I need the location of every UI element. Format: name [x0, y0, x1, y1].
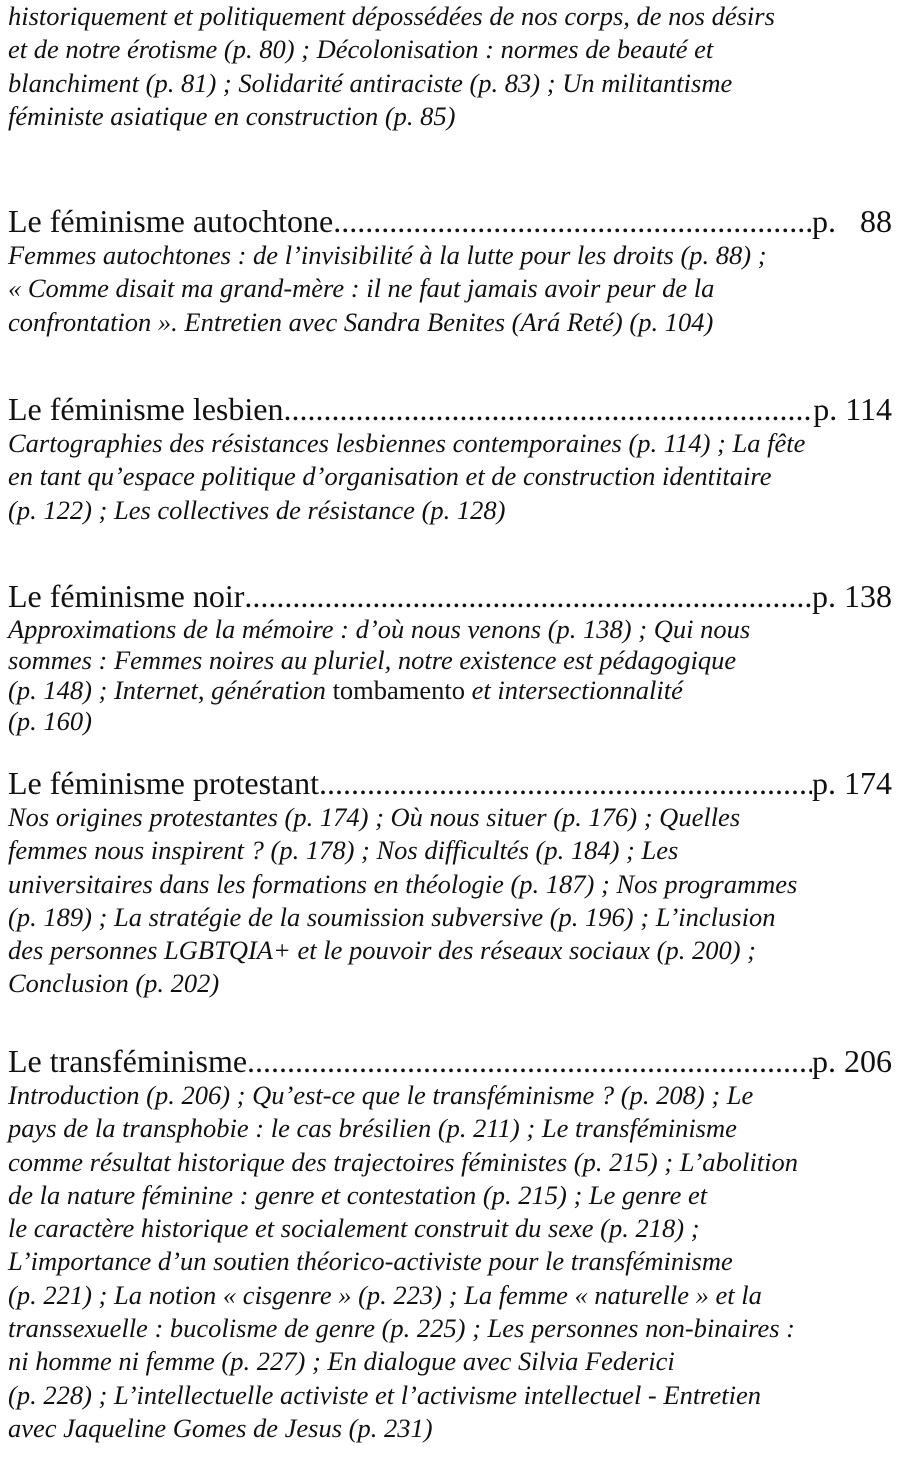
page-number: p. 138 — [812, 578, 892, 614]
description-line: L’importance d’un soutien théorico-activiste pour le transféminisme — [8, 1246, 733, 1277]
description-line: (p. 122) ; Les collectives de résistance (p. 128) — [8, 494, 506, 525]
description-line — [8, 675, 892, 706]
description-line: et de notre érotisme (p. 80) ; Décolonisation : normes de beauté et — [8, 34, 714, 65]
description-line: sommes : Femmes noires au pluriel, notre existence est pédagogique — [8, 644, 737, 675]
section-title: Le féminisme noir — [8, 578, 245, 614]
section-description — [8, 239, 892, 339]
description-line: femmes nous inspirent ? (p. 178) ; Nos difficultés (p. 184) ; Les — [8, 835, 679, 866]
page-number: p. 174 — [812, 765, 892, 801]
description-line: des personnes LGBTQIA+ et le pouvoir des réseaux sociaux (p. 200) ; — [8, 935, 756, 966]
toc-entry-heading[interactable] — [8, 578, 892, 614]
toc-entry-heading[interactable] — [8, 391, 892, 427]
section-description — [8, 0, 888, 133]
toc-entry-heading[interactable] — [8, 1043, 892, 1079]
description-line: comme résultat historique des trajectoires féministes (p. 215) ; L’abolition — [8, 1146, 799, 1177]
section-description — [8, 1079, 892, 1445]
description-text: (p. 148) ; Internet, génération — [8, 675, 333, 705]
description-line: pays de la transphobie : le cas brésilien (p. 211) ; Le transféminisme — [8, 1113, 737, 1144]
dot-leader — [333, 203, 812, 239]
toc-section-feminisme-autochtone — [8, 203, 892, 339]
description-line: Introduction (p. 206) ; Qu’est-ce que le transféminisme ? (p. 208) ; Le — [8, 1080, 754, 1110]
toc-section-feminisme-lesbien — [8, 391, 892, 527]
description-line: le caractère historique et socialement construit du sexe (p. 218) ; — [8, 1213, 700, 1244]
description-line: de la nature féminine : genre et contestation (p. 215) ; Le genre et — [8, 1179, 708, 1210]
page-number: p. 88 — [812, 203, 892, 239]
description-line: Femmes autochtones : de l’invisibilité à la lutte pour les droits (p. 88) ; — [8, 240, 767, 270]
dot-leader — [319, 765, 812, 801]
description-line: confrontation ». Entretien avec Sandra Benites (Ará Reté) (p. 104) — [8, 306, 714, 337]
description-line: (p. 189) ; La stratégie de la soumission subversive (p. 196) ; L’inclusion — [8, 901, 776, 932]
toc-entry-heading[interactable] — [8, 765, 892, 801]
section-title: Le transféminisme — [8, 1043, 248, 1079]
page-number: p. 114 — [813, 391, 892, 427]
toc-section-feminisme-noir — [8, 578, 892, 736]
description-line: Conclusion (p. 202) — [8, 968, 220, 999]
description-line: Cartographies des résistances lesbiennes contemporaines (p. 114) ; La fête — [8, 428, 806, 458]
previous-section-continuation — [8, 0, 888, 133]
section-title: Le féminisme protestant — [8, 765, 320, 801]
section-description — [8, 801, 892, 1001]
description-line: avec Jaqueline Gomes de Jesus (p. 231) — [8, 1412, 433, 1443]
description-line: « Comme disait ma grand-mère : il ne faut jamais avoir peur de la — [8, 273, 715, 304]
section-description — [8, 427, 892, 527]
term-tombamento: tombamento — [332, 675, 466, 705]
toc-section-transfeminisme — [8, 1043, 892, 1445]
dot-leader — [244, 578, 812, 614]
description-line: historiquement et politiquement dépossédées de nos corps, de nos désirs — [8, 1, 775, 31]
description-line: Nos origines protestantes (p. 174) ; Où nous situer (p. 176) ; Quelles — [8, 802, 741, 832]
section-description — [8, 614, 892, 736]
description-line: en tant qu’espace politique d’organisation et de construction identitaire — [8, 461, 772, 492]
description-line: (p. 228) ; L’intellectuelle activiste et l’activisme intellectuel - Entretien — [8, 1379, 762, 1410]
description-line: (p. 221) ; La notion « cisgenre » (p. 223) ; La femme « naturelle » et la — [8, 1279, 762, 1310]
page-number: p. 206 — [812, 1043, 892, 1079]
description-line: blanchiment (p. 81) ; Solidarité antiraciste (p. 83) ; Un militantisme — [8, 67, 733, 98]
section-title: Le féminisme autochtone — [8, 203, 334, 239]
description-line: ni homme ni femme (p. 227) ; En dialogue avec Silvia Federici — [8, 1346, 675, 1377]
description-line: universitaires dans les formations en théologie (p. 187) ; Nos programmes — [8, 868, 798, 899]
description-line: (p. 160) — [8, 705, 92, 736]
dot-leader — [283, 391, 813, 427]
section-title: Le féminisme lesbien — [8, 391, 284, 427]
toc-entry-heading[interactable] — [8, 203, 892, 239]
description-line: Approximations de la mémoire : d’où nous venons (p. 138) ; Qui nous — [8, 614, 751, 644]
description-text: et intersectionnalité — [465, 675, 683, 705]
toc-section-feminisme-protestant — [8, 765, 892, 1001]
description-line: féministe asiatique en construction (p. 85) — [8, 100, 456, 131]
dot-leader — [247, 1043, 812, 1079]
description-line: transsexuelle : bucolisme de genre (p. 225) ; Les personnes non-binaires : — [8, 1313, 795, 1344]
